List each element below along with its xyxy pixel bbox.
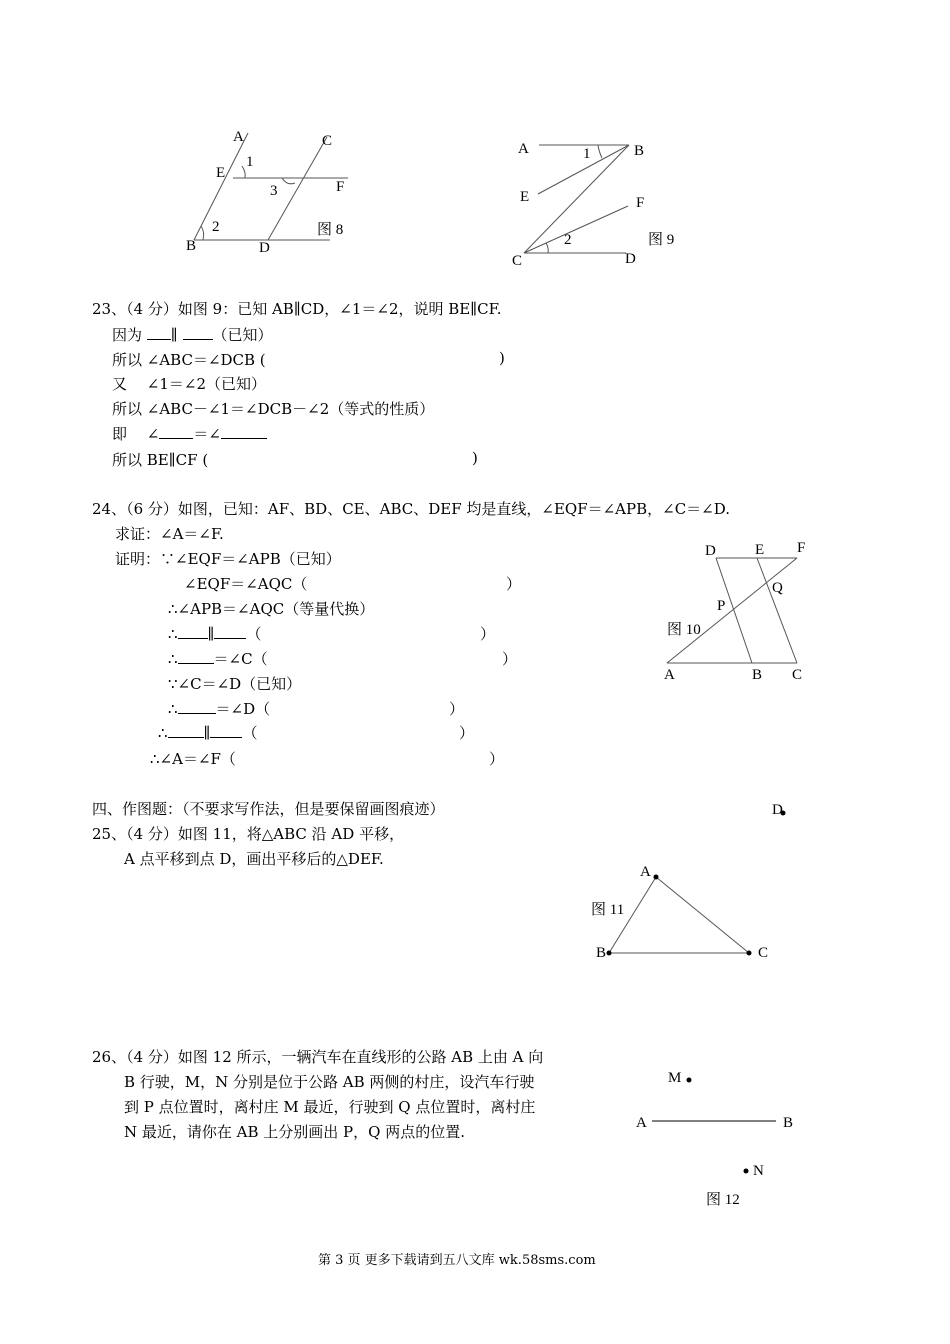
fig12-label-m: M xyxy=(668,1070,682,1086)
q24-step-5: ∴ ＝∠C（ xyxy=(168,650,268,668)
fig8-label-2: 2 xyxy=(212,219,220,235)
q24-step-8: ∴ ∥ （ xyxy=(158,724,258,742)
fig8-caption: 图 8 xyxy=(317,222,344,238)
fig9-label-c: C xyxy=(512,253,523,269)
q24-step-4: ∴ ∥ （ xyxy=(168,625,262,643)
q23-line-6: 所以 BE∥CF ( xyxy=(112,451,209,469)
fig11-label-c: C xyxy=(758,945,769,961)
q24-step-6: ∵∠C＝∠D（已知） xyxy=(168,675,302,693)
q24-step-1: 证明：∵∠EQF＝∠APB（已知） xyxy=(115,550,341,568)
fig12-point-n xyxy=(744,1169,749,1174)
q23-line-4: 所以 ∠ABC－∠1＝∠DCB－∠2（等式的性质） xyxy=(112,400,435,418)
fig10-label-b: B xyxy=(752,667,763,683)
fig9-label-2: 2 xyxy=(564,232,572,248)
fig10-label-q: Q xyxy=(772,580,783,596)
fig11-label-a: A xyxy=(640,864,651,880)
fig8-label-f: F xyxy=(336,179,345,195)
q23-line-1: 因为 ∥ （已知） xyxy=(112,326,273,344)
q23-line-3: 又 ∠1＝∠2（已知） xyxy=(112,375,266,393)
q24-header: 24、（6 分）如图，已知：AF、BD、CE、ABC、DEF 均是直线，∠EQF＝∠APB，∠C＝∠D. xyxy=(92,500,730,518)
fig9-caption: 图 9 xyxy=(648,232,675,248)
fig10-label-c: C xyxy=(792,667,803,683)
fig10-caption: 图 10 xyxy=(667,622,701,638)
fig9-label-e: E xyxy=(520,189,530,205)
fig8-label-b: B xyxy=(186,238,197,254)
q23-header: 23、（4 分）如图 9：已知 AB∥CD，∠1＝∠2，说明 BE∥CF. xyxy=(92,300,502,318)
fig9-label-d: D xyxy=(625,251,636,267)
fig9-label-a: A xyxy=(518,141,529,157)
fig12-label-n: N xyxy=(753,1163,764,1179)
fig8-label-3: 3 xyxy=(270,183,278,199)
q26-line-2: B 行驶，M，N 分别是位于公路 AB 两侧的村庄，设汽车行驶 xyxy=(124,1073,535,1091)
fig11-label-d: D xyxy=(772,802,783,818)
fig10-label-a: A xyxy=(664,667,675,683)
q24-step-3: ∴∠APB＝∠AQC（等量代换） xyxy=(168,600,375,618)
fig12-label-b: B xyxy=(783,1115,794,1131)
q25-line-1: 25、（4 分）如图 11，将△ABC 沿 AD 平移， xyxy=(92,825,405,843)
section-4-heading: 四、作图题：（不要求写作法，但是要保留画图痕迹） xyxy=(92,800,445,818)
fig10-label-f: F xyxy=(797,540,806,556)
q24-claim: 求证：∠A＝∠F. xyxy=(115,525,224,543)
q23-line-5: 即 ∠ ＝∠ xyxy=(112,423,267,444)
q26-line-3: 到 P 点位置时，离村庄 M 最近，行驶到 Q 点位置时，离村庄 xyxy=(124,1098,536,1116)
fig10-label-e: E xyxy=(755,542,765,558)
fig8-label-d: D xyxy=(259,240,270,256)
fig9-label-f: F xyxy=(636,195,645,211)
q24-step-7: ∴ ＝∠D（ xyxy=(168,700,271,718)
fig12-caption: 图 12 xyxy=(706,1192,740,1208)
fig11-label-b: B xyxy=(596,945,607,961)
fig10-label-p: P xyxy=(717,598,726,614)
q23-line-2: 所以 ∠ABC＝∠DCB ( xyxy=(112,351,266,369)
fig10-label-d: D xyxy=(705,543,716,559)
fig11-caption: 图 11 xyxy=(591,902,625,918)
fig12-label-a: A xyxy=(636,1115,647,1131)
fig8-label-e: E xyxy=(216,165,226,181)
q25-line-2: A 点平移到点 D，画出平移后的△DEF. xyxy=(124,850,384,868)
q26-line-1: 26、（4 分）如图 12 所示，一辆汽车在直线形的公路 AB 上由 A 向 xyxy=(92,1048,544,1066)
q24-step-9: ∴∠A＝∠F（ xyxy=(150,750,236,768)
fig8-label-1: 1 xyxy=(246,154,254,170)
q26-line-4: N 最近，请你在 AB 上分别画出 P，Q 两点的位置. xyxy=(124,1123,465,1141)
fig9-label-b: B xyxy=(634,143,645,159)
fig12-point-m xyxy=(687,1078,692,1083)
fig8-label-a: A xyxy=(233,129,244,145)
q24-step-2: ∠EQF＝∠AQC（ xyxy=(184,575,308,593)
fig8-label-c: C xyxy=(322,133,333,149)
fig9-label-1: 1 xyxy=(583,146,591,162)
page-footer: 第 3 页 更多下载请到五八文库 wk.58sms.com xyxy=(318,1253,596,1268)
